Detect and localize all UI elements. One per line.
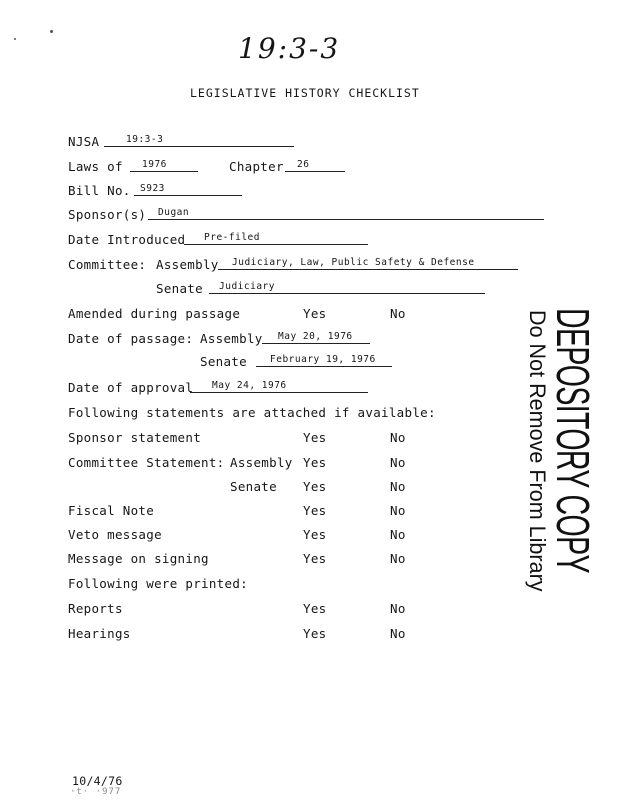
passage-senate-field (256, 354, 392, 367)
hearings-label: Hearings (68, 626, 131, 641)
sponsors-value: Dugan (158, 207, 190, 218)
message-on-signing-yes: Yes (303, 551, 327, 566)
chapter-field (285, 159, 345, 172)
bill-no-label: Bill No. (68, 183, 131, 198)
amended-yes: Yes (303, 306, 327, 321)
bill-no-field (134, 183, 242, 196)
committee-senate-label: Senate (156, 281, 203, 296)
sponsor-statement-label: Sponsor statement (68, 430, 202, 445)
message-on-signing-label: Message on signing (68, 551, 209, 566)
date-of-approval-value: May 24, 1976 (212, 380, 287, 391)
passage-assembly-value: May 20, 1976 (278, 331, 353, 342)
amended-label: Amended during passage (68, 306, 241, 321)
scan-speck (14, 38, 16, 40)
footer-faint-mark: ·t· ·977 (70, 787, 122, 797)
reports-yes: Yes (303, 601, 327, 616)
committee-senate-field (209, 281, 485, 294)
committee-statement-senate-no: No (390, 479, 406, 494)
sponsors-field (148, 207, 544, 220)
chapter-value: 26 (297, 159, 310, 170)
fiscal-note-yes: Yes (303, 503, 327, 518)
njsa-value: 19:3-3 (126, 134, 164, 145)
laws-of-field (130, 159, 198, 172)
footer-date: 10/4/76 (72, 774, 123, 788)
hearings-no: No (390, 626, 406, 641)
date-of-approval-field (190, 380, 368, 393)
committee-statement-senate-yes: Yes (303, 479, 327, 494)
amended-no: No (390, 306, 406, 321)
sponsors-label: Sponsor(s) (68, 207, 147, 222)
committee-assembly-label: Assembly (156, 257, 219, 272)
fiscal-note-no: No (390, 503, 406, 518)
njsa-label: NJSA (68, 134, 100, 149)
veto-message-yes: Yes (303, 527, 327, 542)
laws-of-label: Laws of (68, 159, 123, 174)
veto-message-label: Veto message (68, 527, 162, 542)
date-introduced-label: Date Introduced (68, 232, 186, 247)
laws-of-value: 1976 (142, 159, 167, 170)
bill-no-value: S923 (140, 183, 165, 194)
committee-statement-assembly-no: No (390, 455, 406, 470)
committee-senate-value: Judiciary (219, 281, 275, 292)
printed-heading: Following were printed: (68, 576, 248, 591)
date-introduced-value: Pre-filed (204, 232, 260, 243)
fiscal-note-label: Fiscal Note (68, 503, 155, 518)
date-introduced-field (184, 232, 368, 245)
passage-senate-value: February 19, 1976 (270, 354, 376, 365)
committee-statement-senate-label: Senate (230, 479, 277, 494)
page-title: LEGISLATIVE HISTORY CHECKLIST (190, 86, 420, 100)
njsa-field (104, 134, 294, 147)
hearings-yes: Yes (303, 626, 327, 641)
date-of-approval-label: Date of approval (68, 380, 194, 395)
stamp-line-2: Do Not Remove From Library (525, 310, 550, 592)
committee-assembly-value: Judiciary, Law, Public Safety & Defense (232, 257, 475, 268)
passage-assembly-field (262, 331, 370, 344)
chapter-label: Chapter (229, 159, 284, 174)
handwritten-file-code: 19:3-3 (238, 32, 341, 65)
scan-speck (50, 30, 53, 33)
message-on-signing-no: No (390, 551, 406, 566)
committee-statement-assembly-label: Assembly (230, 455, 293, 470)
statements-heading: Following statements are attached if available: (68, 405, 436, 420)
passage-assembly-label: Assembly (200, 331, 263, 346)
stamp-line-1: DEPOSITORY COPY (547, 308, 599, 573)
veto-message-no: No (390, 527, 406, 542)
committee-assembly-field (218, 257, 518, 270)
date-of-passage-label: Date of passage: (68, 331, 194, 346)
sponsor-statement-no: No (390, 430, 406, 445)
passage-senate-label: Senate (200, 354, 247, 369)
reports-label: Reports (68, 601, 123, 616)
committee-statement-assembly-yes: Yes (303, 455, 327, 470)
committee-label: Committee: (68, 257, 147, 272)
reports-no: No (390, 601, 406, 616)
sponsor-statement-yes: Yes (303, 430, 327, 445)
depository-copy-stamp (508, 308, 599, 593)
committee-statement-label: Committee Statement: (68, 455, 225, 470)
